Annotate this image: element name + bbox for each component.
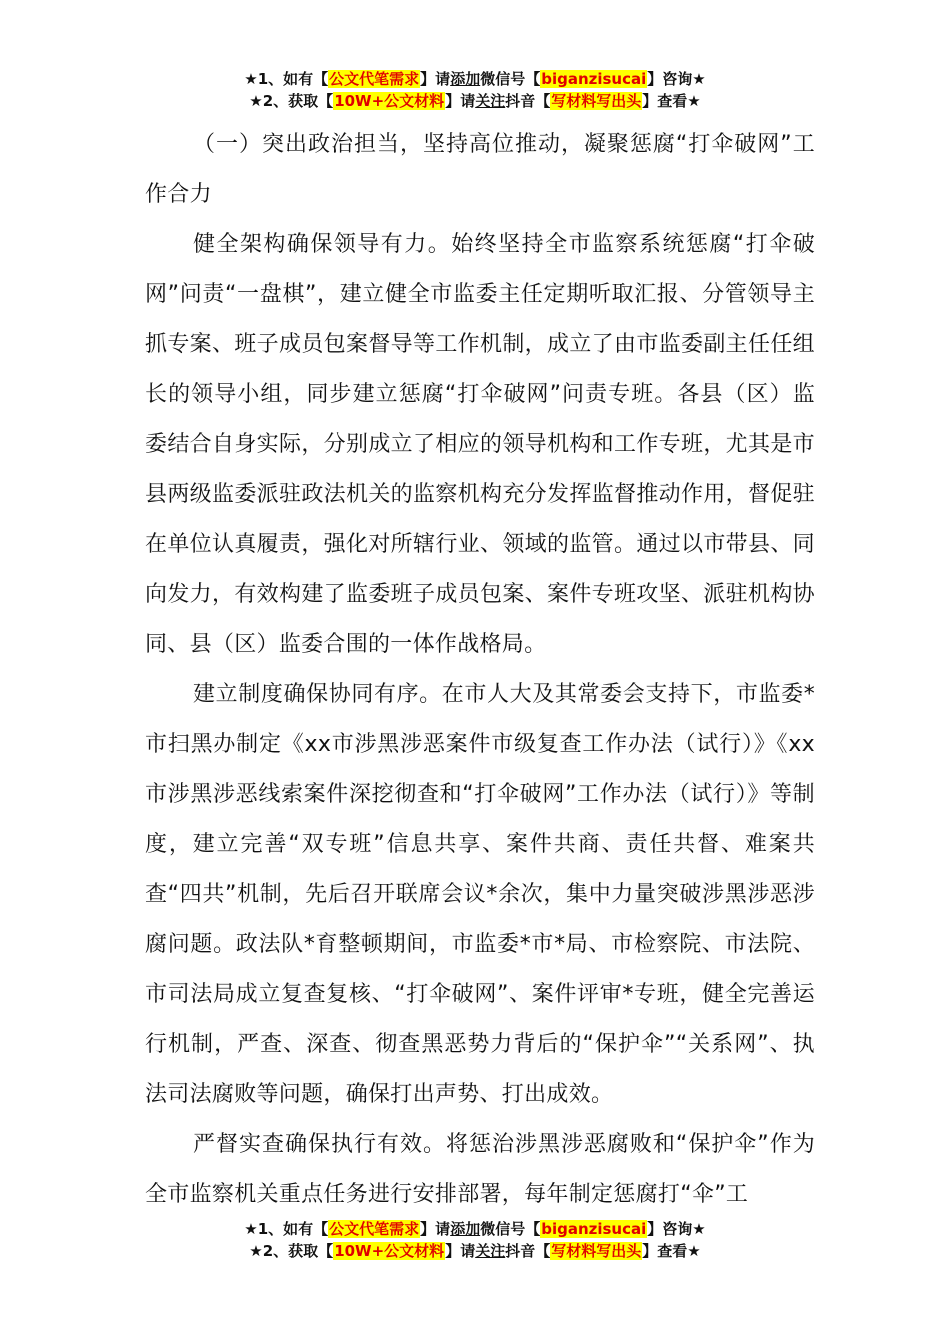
paragraph-system: 建立制度确保协同有序。在市人大及其常委会支持下，市监委*市扫黑办制定《xx市涉黑涉恶案件市级复查工作办法（试行）》《xx市涉黑涉恶线索案件深挖彻查和“打伞破网”工作办法（试行）》等制度，建立完善“双专班”信息共享、案件共商、责任共督、难案共查“四共”机制，先后召开联席会议*余次，集中力量突破涉黑涉恶涉腐问题。政法队*育整顿期间，市监委*市*局、市检察院、市法院、市司法局成立复查复核、“打伞破网”、案件评审*专班，健全完善运行机制，严查、深查、彻查黑恶势力背后的“保护伞”“关系网”、执法司法腐败等问题，确保打出声势、打出成效。 — [145, 682, 815, 1107]
promo-banner-bottom — [0, 1218, 950, 1262]
highlight-wechat-id: biganzisucai — [541, 1220, 647, 1238]
promo-line-2: ★2、获取【10W+公文材料】请关注抖音【写材料写出头】查看★ — [249, 92, 701, 110]
section-heading: （一）突出政治担当，坚持高位推动，凝聚惩腐“打伞破网”工作合力 — [145, 132, 815, 207]
paragraph-leadership: 健全架构确保领导有力。始终坚持全市监察系统惩腐“打伞破网”问责“一盘棋”，建立健全市监委主任定期听取汇报、分管领导主抓专案、班子成员包案督导等工作机制，成立了由市监委副主任任组长的领导小组，同步建立惩腐“打伞破网”问责专班。各县（区）监委结合自身实际，分别成立了相应的领导机构和工作专班，尤其是市县两级监委派驻政法机关的监察机构充分发挥监督推动作用，督促驻在单位认真履责，强化对所辖行业、领域的监管。通过以市带县、同向发力，有效构建了监委班子成员包案、案件专班攻坚、派驻机构协同、县（区）监委合围的一体作战格局。 — [145, 232, 815, 657]
highlight-douyin-id: 写材料写出头 — [551, 92, 642, 110]
highlight-wechat-id: biganzisucai — [541, 70, 647, 88]
highlight-materials: 10W+公文材料 — [334, 1242, 445, 1260]
highlight-materials: 10W+公文材料 — [334, 92, 445, 110]
paragraph-supervision: 严督实查确保执行有效。将惩治涉黑涉恶腐败和“保护伞”作为全市监察机关重点任务进行安排部署，每年制定惩腐打“伞”工 — [145, 1132, 815, 1207]
promo-banner-top — [0, 68, 950, 112]
promo-line-1: ★1、如有【公文代笔需求】请添加微信号【biganzisucai】咨询★ — [244, 1220, 706, 1238]
document-body — [145, 120, 815, 1220]
highlight-douyin-id: 写材料写出头 — [551, 1242, 642, 1260]
promo-line-1: ★1、如有【公文代笔需求】请添加微信号【biganzisucai】咨询★ — [244, 70, 706, 88]
highlight-service: 公文代笔需求 — [329, 70, 420, 88]
highlight-service: 公文代笔需求 — [329, 1220, 420, 1238]
promo-line-2: ★2、获取【10W+公文材料】请关注抖音【写材料写出头】查看★ — [249, 1242, 701, 1260]
